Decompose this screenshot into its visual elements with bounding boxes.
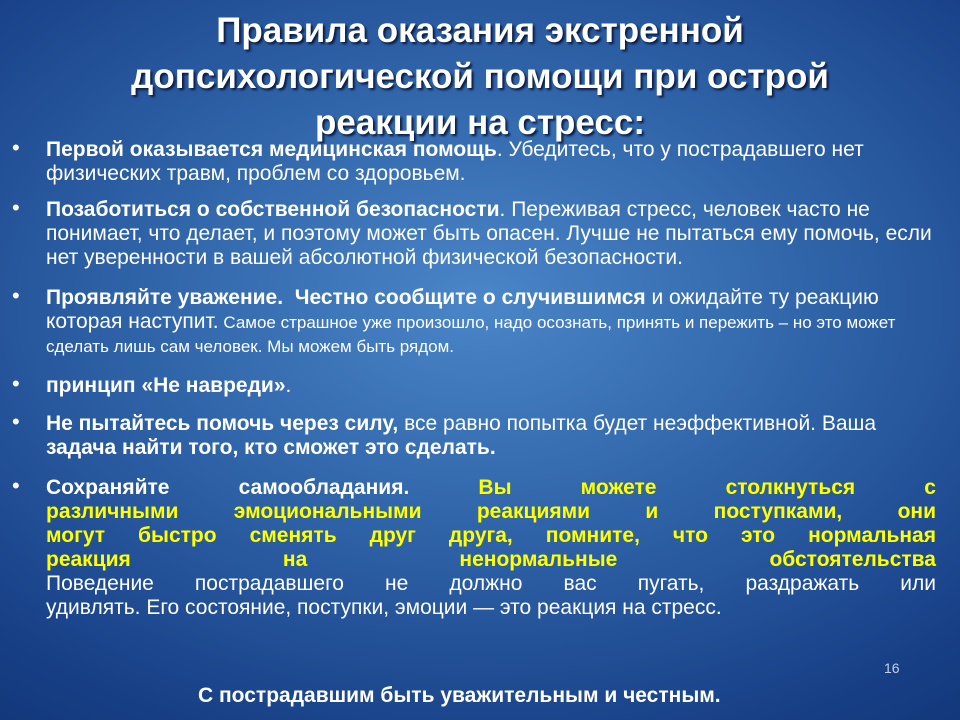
bullet-bold-text: Сохраняйте самообладания. [46,476,410,499]
title-line-3: реакции на стресс: [314,103,645,142]
bullet-text: . [285,374,292,397]
bullet-bold-text-2: Честно сообщите о случившимся [294,286,646,309]
bullet-item [12,195,942,270]
bullet-bold-text: принцип «Не навреди» [46,374,286,397]
bullet-bold-text: Позаботиться о собственной безопасности [46,198,500,221]
bullet-bold-text: Проявляйте уважение. [46,286,284,309]
bullet-text: . Убедитесь, что у пострадавшего нет физических травм, проблем со здоровьем. [46,138,864,185]
slide-title [40,8,920,146]
bullet-bold-text-2: задача найти того, кто сможет это сделать. [46,436,496,459]
bullet-dot: • [12,371,20,396]
bullet-item [12,135,942,186]
bullet-bold-text: Первой оказывается медицинская помощь [46,138,497,161]
highlight-text: Вы можете столкнуться с [409,476,936,499]
bullet-item [12,473,942,620]
bullet-text: и ожидайте ту реакцию которая наступит. [46,286,879,333]
bullet-text: . Переживая стресс, человек часто не понимает, что делает, и поэтому может быть опасен. Лучше не пытаться ему помочь, если нет уверенности в вашей абсолютной физической безопасности. [46,198,932,269]
title-line-2: допсихологической помощи при острой [131,57,829,96]
closing-statement: С пострадавшим быть уважительным и честным. [198,684,721,707]
bullet-dot: • [12,283,20,308]
bullet-text: Поведение пострадавшего не должно вас пугать, раздражать или [46,572,936,595]
bullet-list [12,135,942,620]
highlight-text: различными эмоциональными реакциями и поступками, они [46,500,936,523]
bullet-item [12,409,942,460]
page-number: 16 [884,660,900,676]
bullet-dot: • [12,409,20,434]
highlight-text: могут быстро сменять друг друга, помните, что это нормальная [46,524,936,547]
bullet-text: все равно попытка будет неэффективной. Ваша [398,412,877,435]
bullet-bold-text: Не пытайтесь помочь через силу, [46,412,399,435]
highlight-text: реакция на ненормальные обстоятельства [46,548,936,571]
bullet-item [12,283,942,358]
bullet-dot: • [12,473,20,498]
bullet-small-text: Самое страшное уже произошло, надо осознать, принять и пережить – но это может сделать лишь сам человек. Мы можем быть рядом. [46,313,896,356]
bullet-line [46,476,936,500]
bullet-item [12,371,942,398]
bullet-dot: • [12,195,20,220]
title-line-1: Правила оказания экстренной [216,11,744,50]
bullet-text: удивлять. Его состояние, поступки, эмоции — это реакция на стресс. [46,596,722,619]
bullet-dot: • [12,135,20,160]
